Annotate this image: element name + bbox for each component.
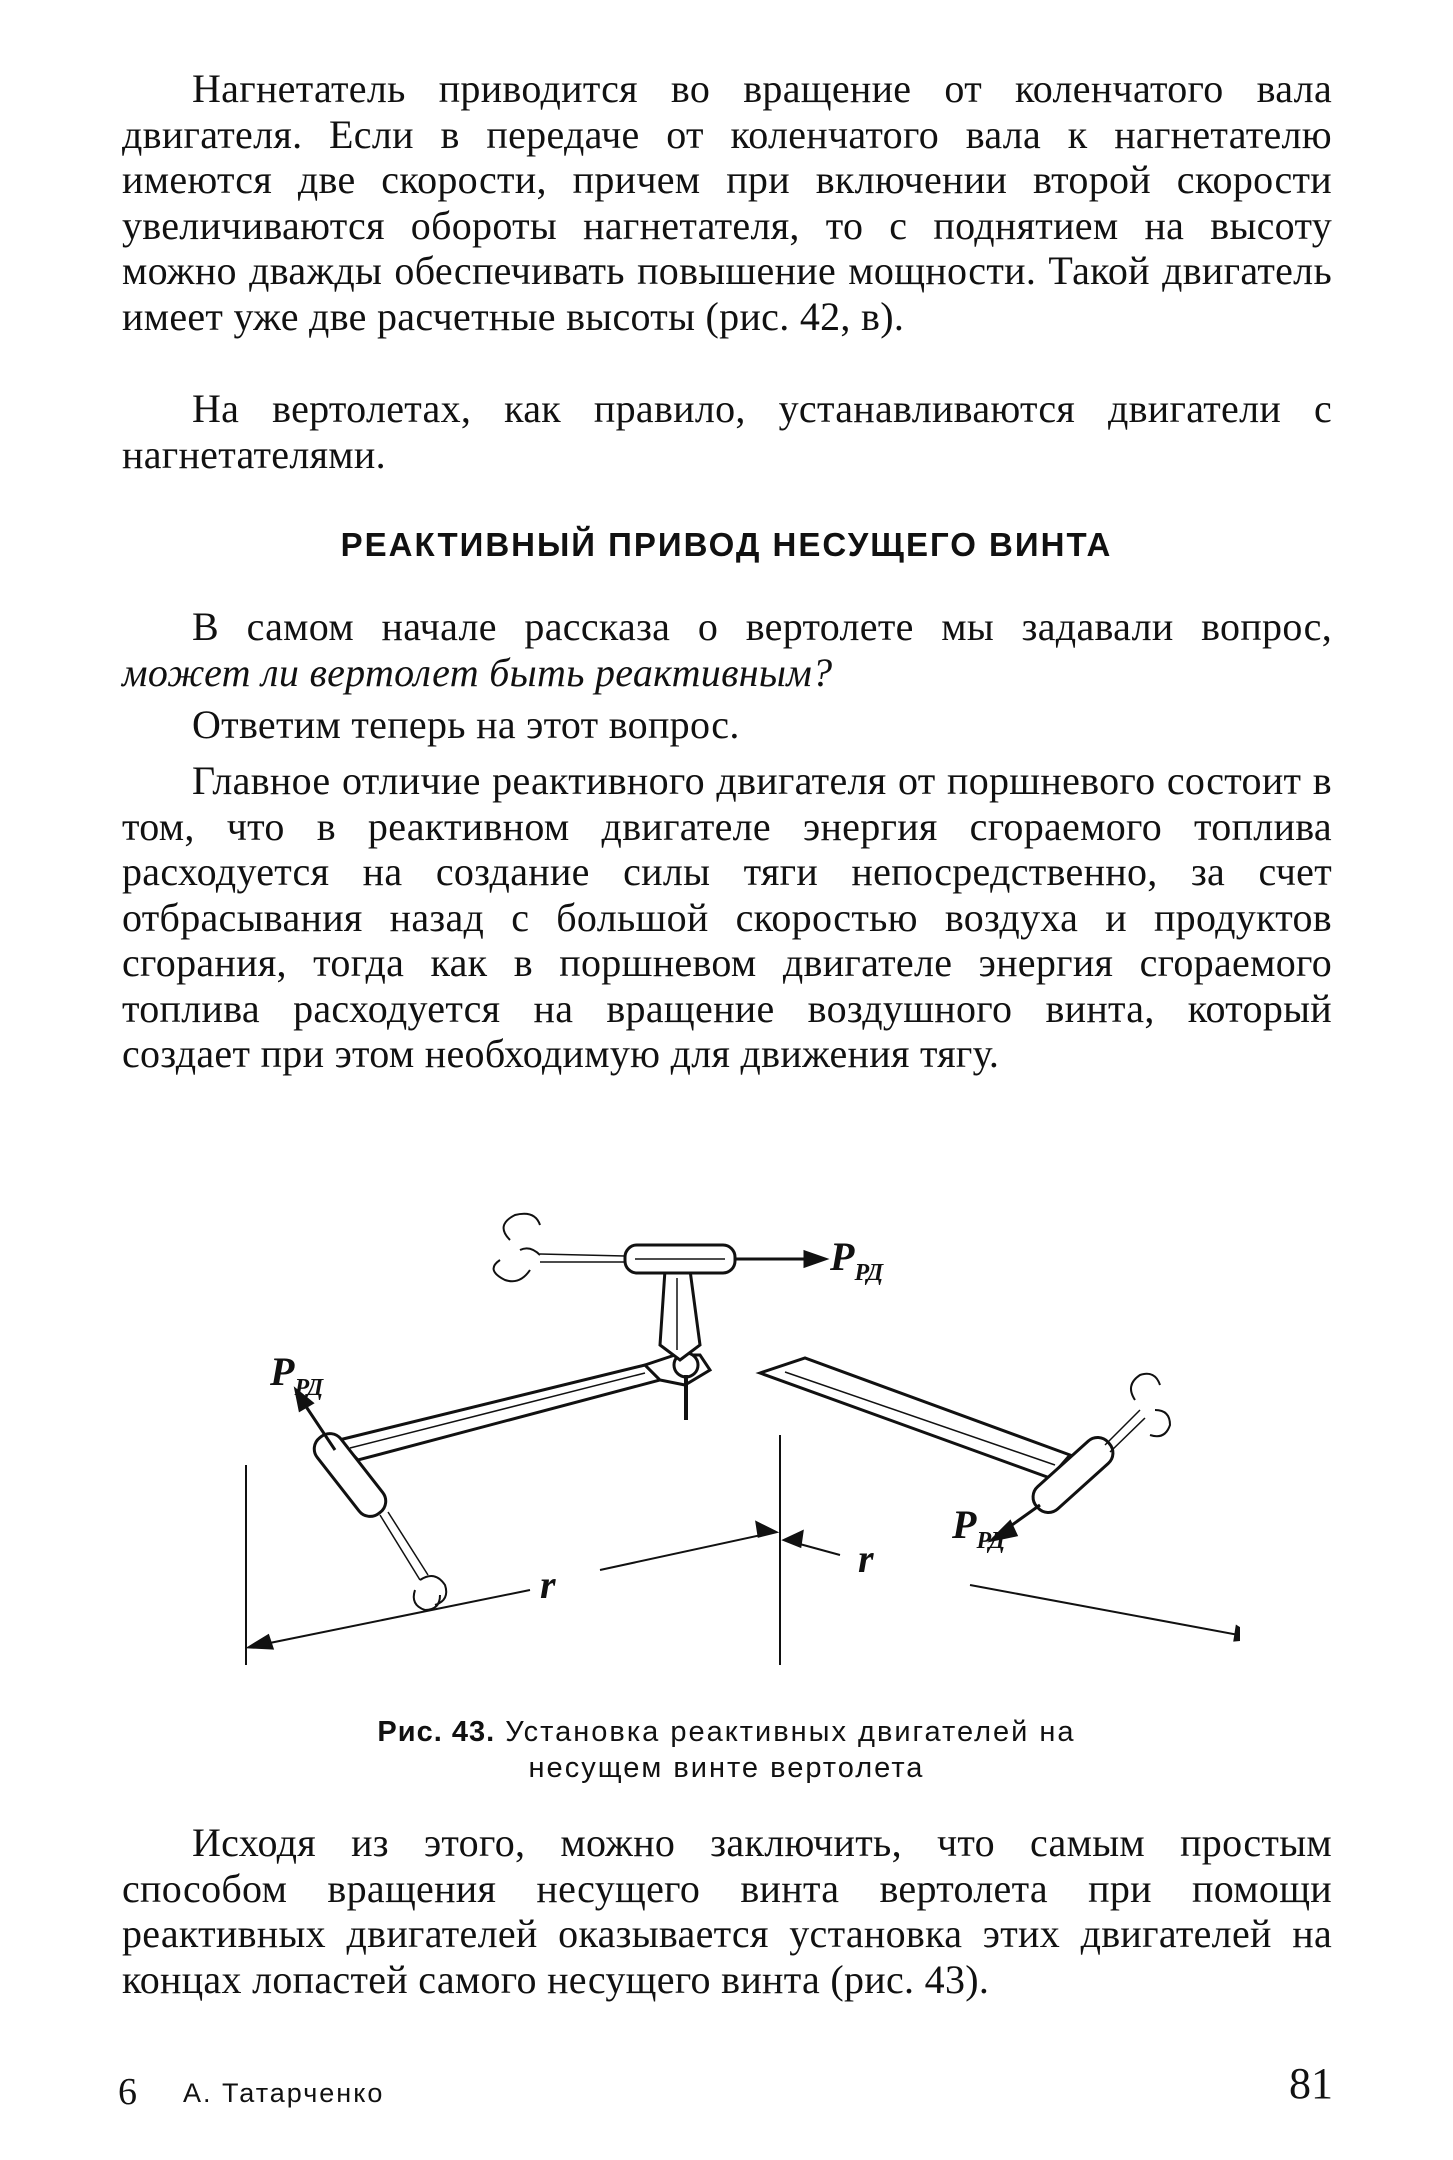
figure-caption (0, 1714, 1453, 1786)
caption-label: Рис. 43. (377, 1716, 496, 1748)
paragraph-answer: Ответим теперь на этот вопрос. (192, 702, 740, 747)
paragraph-question (122, 604, 1332, 695)
paragraph-helicopter-engines: На вертолетах, как правило, устанавливаются двигатели с нагнетателями. (122, 386, 1332, 477)
question-intro: В самом начале рассказа о вертолете мы задавали вопрос, (192, 604, 1332, 649)
question-italic: может ли вертолет быть реактивным? (122, 649, 833, 695)
radius-label-left: r (540, 1562, 556, 1607)
paragraph-conclusion: Исходя из этого, можно заключить, что самым простым способом вращения несущего винта вертолета при помощи реактивных двигателей оказывается установка этих двигателей на концах лопастей самого несущего винта (рис. 43). (122, 1820, 1332, 2002)
right-blade (760, 1358, 1070, 1478)
section-heading: РЕАКТИВНЫЙ ПРИВОД НЕСУЩЕГО ВИНТА (340, 526, 1113, 563)
caption-text-1: Установка реактивных двигателей на (505, 1716, 1076, 1748)
caption-line-1 (0, 1714, 1453, 1750)
page-number: 81 (1289, 2059, 1333, 2108)
paragraph-jet-difference: Главное отличие реактивного двигателя от поршневого состоит в том, что в реактивном двигателе энергия сгораемого топлива расходуется на создание силы тяги непосредственно, за счет отбрасывания назад с большой скоростью воздуха и продуктов сгорания, тогда как в поршневом двигателе энергия сгораемого топлива расходуется на вращение воздушного винта, который создает при этом необходимую для движения тягу. (122, 758, 1332, 1076)
paragraph-supercharger: Нагнетатель приводится во вращение от коленчатого вала двигателя. Если в передаче от коленчатого вала к нагнетателю имеются две скорости, причем при включении второй скорости увеличиваются обороты нагнетателя, то с поднятием на высоту можно дважды обеспечивать повышение мощности. Такой двигатель имеет уже две расчетные высоты (рис. 42, в). (122, 66, 1332, 339)
signature-number: 6 (118, 2071, 137, 2113)
thrust-label-left: $P_{РД}$ (270, 1349, 324, 1401)
thrust-label-right: $P_{РД}$ (952, 1502, 1006, 1554)
top-blade (660, 1270, 700, 1360)
radius-label-right: r (858, 1536, 874, 1581)
figure-43-rotor-jets (240, 1160, 1240, 1690)
left-blade (339, 1365, 660, 1460)
caption-line-2: несущем винте вертолета (528, 1752, 925, 1784)
thrust-label-top: $P_{РД}$ (830, 1234, 884, 1286)
footer-author: А. Татарченко (183, 2078, 385, 2108)
